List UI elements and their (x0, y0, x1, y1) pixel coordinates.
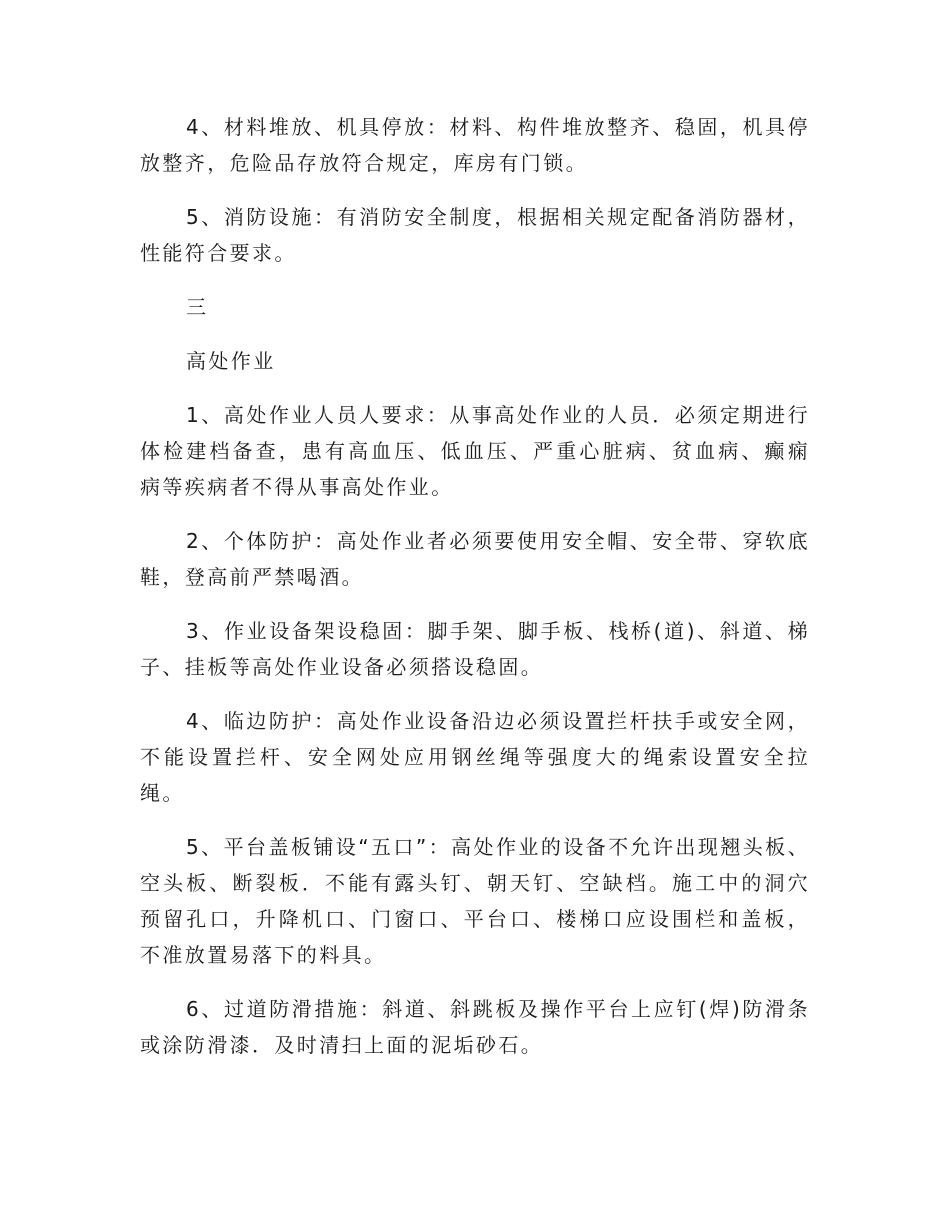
paragraph-personal-protection: 2、个体防护：高处作业者必须要使用安全帽、安全带、穿软底鞋，登高前严禁喝酒。 (140, 529, 810, 589)
section-number: 三 (186, 295, 209, 319)
paragraph-platform-covering: 5、平台盖板铺设“五口”：高处作业的设备不允许出现翘头板、空头板、断裂板．不能有露头钉、朝天钉、空缺档。施工中的洞穴预留孔口，升降机口、门窗口、平台口、楼梯口应设围栏和盖板，不准放置易落下的料具。 (140, 835, 810, 967)
paragraph-material-storage: 4、材料堆放、机具停放：材料、构件堆放整齐、稳固，机具停放整齐，危险品存放符合规定，库房有门锁。 (140, 115, 810, 175)
section-title: 高处作业 (186, 349, 276, 373)
paragraph-personnel-requirements: 1、高处作业人员人要求：从事高处作业的人员．必须定期进行体检建档备查，患有高血压、低血压、严重心脏病、贫血病、癫痫病等疾病者不得从事高处作业。 (140, 403, 810, 499)
paragraph-equipment-stability: 3、作业设备架设稳固：脚手架、脚手板、栈桥(道)、斜道、梯子、挂板等高处作业设备必须搭设稳固。 (140, 619, 810, 679)
paragraph-anti-slip: 6、过道防滑措施：斜道、斜跳板及操作平台上应钉(焊)防滑条或涂防滑漆．及时清扫上面的泥垢砂石。 (140, 997, 810, 1057)
paragraph-fire-facilities: 5、消防设施：有消防安全制度，根据相关规定配备消防器材，性能符合要求。 (140, 205, 810, 265)
paragraph-edge-protection: 4、临边防护：高处作业设备沿边必须设置拦杆扶手或安全网，不能设置拦杆、安全网处应用钢丝绳等强度大的绳索设置安全拉绳。 (140, 709, 810, 805)
